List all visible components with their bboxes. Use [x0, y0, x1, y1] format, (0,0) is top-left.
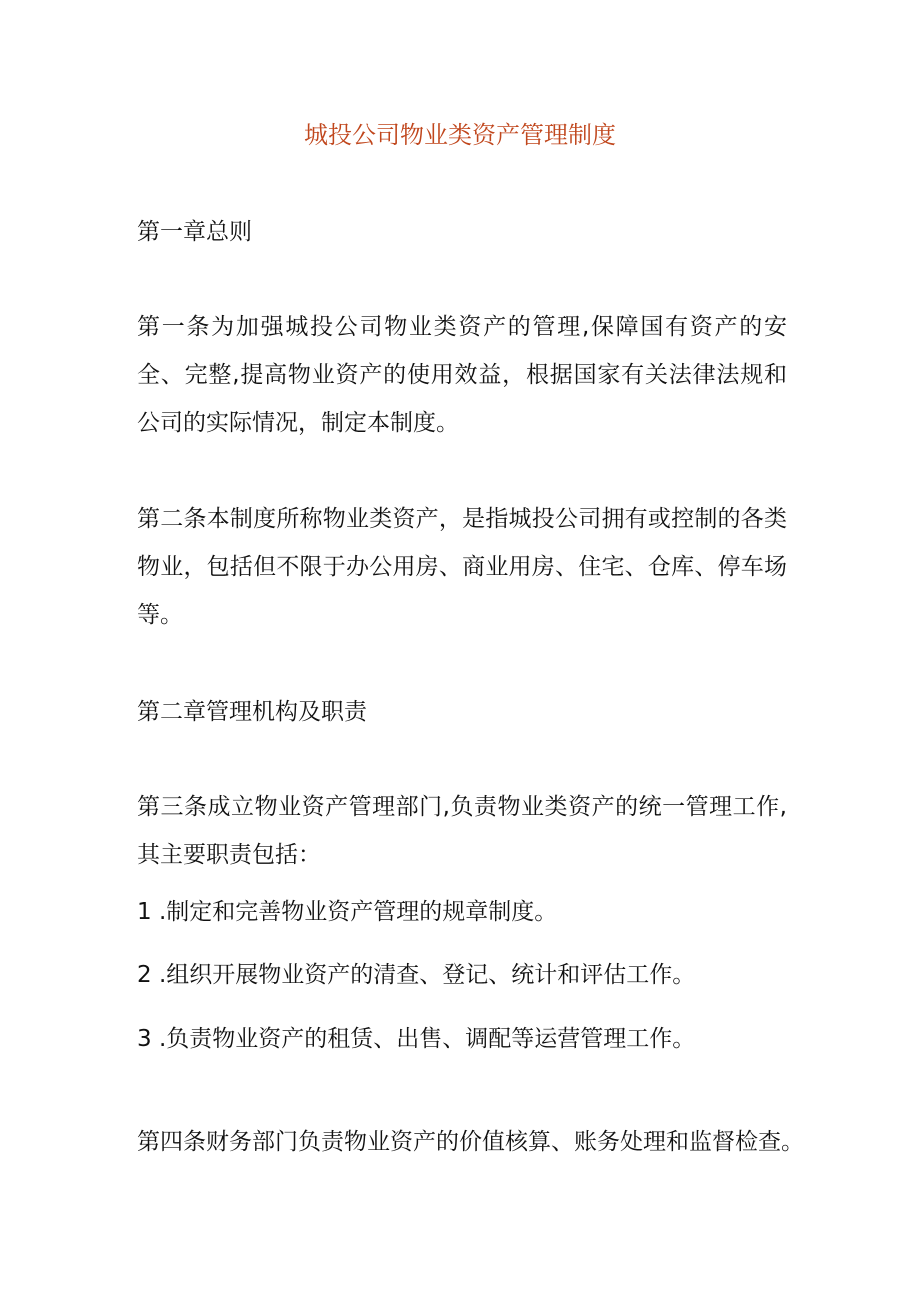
document-title: 城投公司物业类资产管理制度 [304, 121, 616, 149]
list-item: 2 .组织开展物业资产的清查、登记、统计和评估工作。 [137, 962, 696, 988]
article-paragraph: 第一条为加强城投公司物业类资产的管理,保障国有资产的安全、完整,提高物业资产的使用效益，根据国家有关法律法规和公司的实际情况，制定本制度。 [137, 314, 787, 436]
chapter-heading: 第二章管理机构及职责 [137, 699, 367, 725]
article-paragraph: 第三条成立物业资产管理部门,负责物业类资产的统一管理工作,其主要职责包括： [137, 794, 787, 868]
article-paragraph: 第四条财务部门负责物业资产的价值核算、账务处理和监督检查。 [137, 1129, 804, 1155]
list-item: 3 .负责物业资产的租赁、出售、调配等运营管理工作。 [137, 1026, 696, 1052]
article-paragraph: 第二条本制度所称物业类资产，是指城投公司拥有或控制的各类物业，包括但不限于办公用房、商业用房、住宅、仓库、停车场等。 [137, 506, 787, 628]
list-item: 1 .制定和完善物业资产管理的规章制度。 [137, 899, 558, 925]
chapter-heading: 第一章总则 [137, 219, 252, 245]
